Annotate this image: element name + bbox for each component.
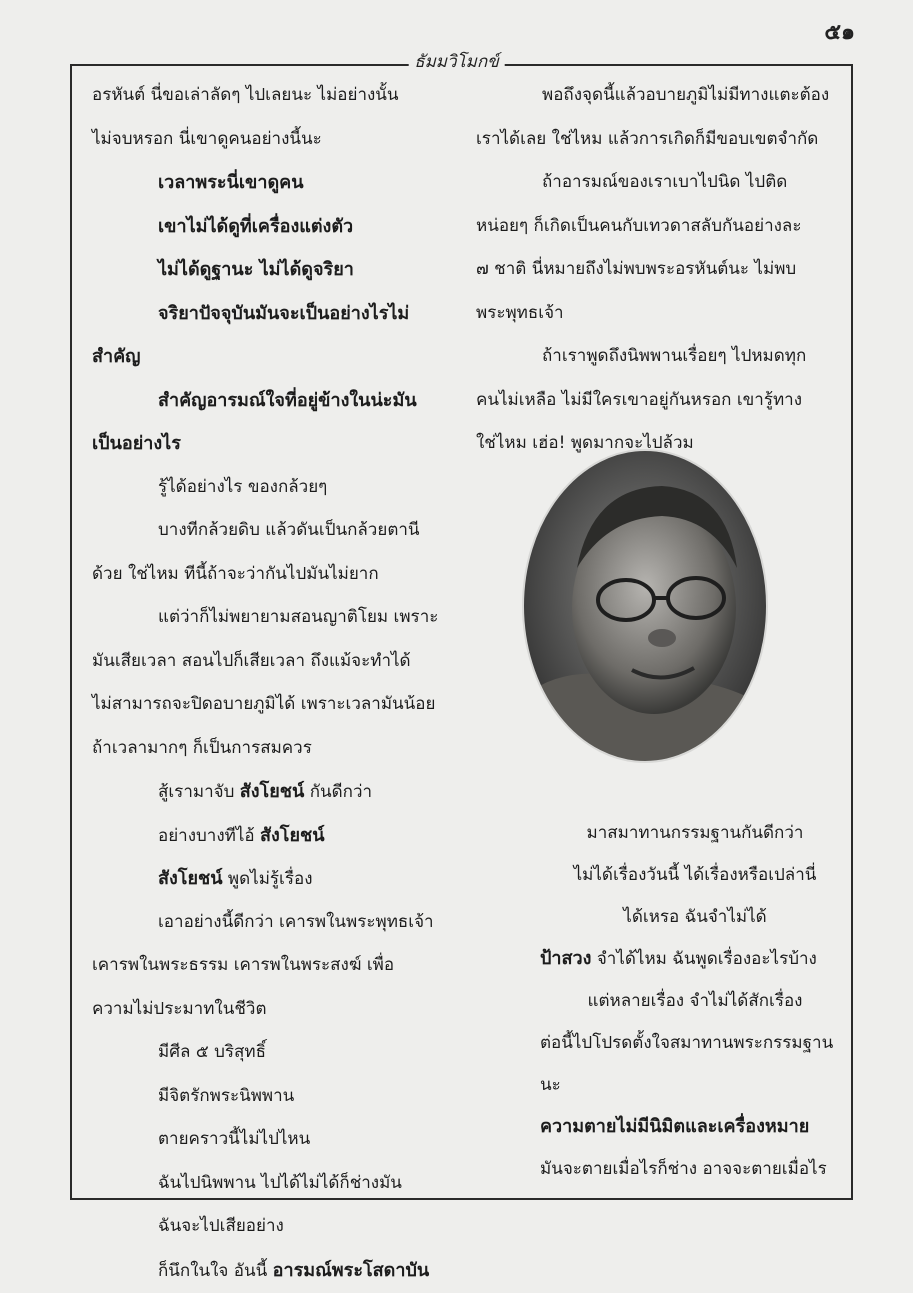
text-run: แต่ว่าก็ไม่พยายามสอนญาติโยม เพราะ	[158, 607, 439, 627]
text-run: อรหันต์ นี่ขอเล่าลัดๆ ไปเลยนะ ไม่อย่างนั้น	[92, 85, 399, 105]
text-line	[92, 770, 462, 814]
text-run: มาสมาทานกรรมฐานกันดีกว่า	[586, 823, 804, 843]
text-run: พูดไม่รู้เรื่อง	[222, 869, 313, 889]
text-line	[92, 1075, 462, 1119]
bold-text: จริยาปัจจุบันมันจะเป็นอย่างไรไม่	[158, 302, 410, 324]
text-line	[540, 1106, 850, 1148]
text-line	[92, 640, 462, 684]
text-line	[92, 292, 462, 336]
text-line	[92, 857, 462, 901]
bold-text: สังโยชน์	[260, 824, 325, 846]
text-line	[92, 683, 462, 727]
text-run: เคารพในพระธรรม เคารพในพระสงฆ์ เพื่อ	[92, 955, 395, 975]
text-run: นะ	[540, 1075, 561, 1095]
text-run: ความไม่ประมาทในชีวิต	[92, 998, 267, 1019]
text-line	[92, 988, 462, 1032]
header-title: ธัมมวิโมกข์	[408, 48, 505, 75]
text-run: กันดีกว่า	[304, 782, 373, 802]
text-run: ตายคราวนี้ไม่ไปไหน	[158, 1129, 311, 1149]
text-run: ถ้าอารมณ์ของเราเบาไปนิด ไปติด	[542, 172, 788, 192]
text-line	[476, 205, 836, 249]
text-line	[540, 1022, 850, 1064]
text-run: มันเสียเวลา สอนไปก็เสียเวลา ถึงแม้จะทำได้	[92, 650, 411, 671]
bold-text: ป้าสวง	[540, 948, 592, 969]
text-line	[92, 509, 462, 553]
text-line	[476, 292, 836, 336]
text-line	[92, 74, 462, 118]
text-line	[92, 1205, 462, 1249]
bold-text: เขาไม่ได้ดูที่เครื่องแต่งตัว	[158, 215, 354, 237]
page-number: ๕๑	[824, 20, 855, 45]
bold-text: สำคัญอารมณ์ใจที่อยู่ข้างในน่ะมัน	[158, 389, 417, 411]
text-run: รู้ได้อย่างไร ของกล้วยๆ	[158, 476, 328, 497]
text-run: บางทีกล้วยดิบ แล้วดันเป็นกล้วยตานี	[158, 520, 420, 540]
text-run: ใช่ไหม เฮ่อ! พูดมากจะไปล้วม	[476, 433, 694, 453]
text-run: ต่อนี้ไปโปรดตั้งใจสมาทานพระกรรมฐาน	[540, 1033, 834, 1053]
text-line	[92, 335, 462, 379]
text-run: ไม่จบหรอก นี่เขาดูคนอย่างนี้นะ	[92, 128, 322, 149]
text-run: เราได้เลย ใช่ไหม แล้วการเกิดก็มีขอบเขตจำกัด	[476, 128, 819, 149]
text-line	[92, 379, 462, 423]
text-run: มีศีล ๕ บริสุทธิ์	[158, 1042, 266, 1062]
text-line	[92, 161, 462, 205]
text-run: พอถึงจุดนี้แล้วอบายภูมิไม่มีทางแตะต้อง	[542, 85, 830, 105]
text-run: เอาอย่างนี้ดีกว่า เคารพในพระพุทธเจ้า	[158, 911, 434, 932]
text-line	[92, 466, 462, 510]
text-line	[92, 422, 462, 466]
text-line	[92, 205, 462, 249]
text-line	[92, 727, 462, 771]
text-line	[92, 944, 462, 988]
bold-text: สำคัญ	[92, 346, 141, 367]
text-run: มันจะตายเมื่อไรก็ช่าง อาจจะตายเมื่อไร	[540, 1159, 827, 1179]
text-line	[92, 814, 462, 858]
text-line	[476, 379, 836, 423]
text-line	[476, 248, 836, 292]
text-run: หน่อยๆ ก็เกิดเป็นคนกับเทวดาสลับกันอย่างละ	[476, 215, 802, 236]
text-run: ไม่ได้เรื่องวันนี้ ได้เรื่องหรือเปล่านี่	[573, 865, 817, 885]
text-line	[540, 1064, 850, 1106]
text-line	[92, 901, 462, 945]
text-run: ถ้าเราพูดถึงนิพพานเรื่อยๆ ไปหมดทุก	[542, 346, 807, 366]
text-line	[540, 812, 850, 854]
bold-text: อารมณ์พระโสดาบัน	[272, 1259, 430, 1281]
text-run: แต่หลายเรื่อง จำไม่ได้สักเรื่อง	[587, 991, 803, 1011]
bold-text: เวลาพระนี่เขาดูคน	[158, 172, 304, 193]
text-line	[92, 1249, 462, 1293]
text-run: ไม่สามารถจะปิดอบายภูมิได้ เพราะเวลามันน้อย	[92, 694, 436, 714]
bold-text: สังโยชน์	[158, 868, 223, 889]
text-run: จำได้ไหม ฉันพูดเรื่องอะไรบ้าง	[591, 949, 817, 969]
bold-text: ความตายไม่มีนิมิตและเครื่องหมาย	[540, 1116, 810, 1137]
right-column-bottom	[540, 812, 850, 1190]
text-line	[540, 854, 850, 896]
portrait-photo	[522, 448, 768, 764]
left-column	[92, 74, 462, 1292]
text-run: ๗ ชาติ นี่หมายถึงไม่พบพระอรหันต์นะ ไม่พบ	[476, 259, 797, 279]
text-line	[476, 74, 836, 118]
text-line	[476, 161, 836, 205]
text-line	[92, 553, 462, 597]
text-line	[476, 118, 836, 162]
text-run: คนไม่เหลือ ไม่มีใครเขาอยู่กันหรอก เขารู้ทาง	[476, 389, 803, 410]
text-line	[540, 1148, 850, 1190]
text-line	[92, 118, 462, 162]
text-run: ก็นึกในใจ อันนี้	[158, 1260, 273, 1281]
bold-text: สังโยชน์	[239, 781, 305, 802]
text-line	[92, 596, 462, 640]
bold-text: ไม่ได้ดูฐานะ ไม่ได้ดูจริยา	[158, 259, 354, 280]
text-run: สู้เรามาจับ	[158, 782, 240, 802]
text-line	[540, 938, 850, 980]
text-line	[540, 980, 850, 1022]
text-line	[540, 896, 850, 938]
text-run: ได้เหรอ ฉันจำไม่ได้	[623, 907, 767, 927]
text-run: อย่างบางทีไอ้	[158, 825, 261, 846]
text-run: ถ้าเวลามากๆ ก็เป็นการสมควร	[92, 737, 312, 758]
text-line	[92, 1162, 462, 1206]
text-line	[92, 248, 462, 292]
text-run: พระพุทธเจ้า	[476, 302, 564, 323]
text-run: ฉันจะไปเสียอย่าง	[158, 1216, 284, 1236]
bold-text: เป็นอย่างไร	[92, 433, 181, 454]
text-line	[92, 1118, 462, 1162]
text-line	[92, 1031, 462, 1075]
text-run: มีจิตรักพระนิพพาน	[158, 1085, 295, 1106]
text-run: ฉันไปนิพพาน ไปได้ไม่ได้ก็ช่างมัน	[158, 1172, 402, 1193]
text-run: ด้วย ใช่ไหม ทีนี้ถ้าจะว่ากันไปมันไม่ยาก	[92, 563, 379, 584]
right-column-top	[476, 74, 836, 466]
text-line	[476, 335, 836, 379]
